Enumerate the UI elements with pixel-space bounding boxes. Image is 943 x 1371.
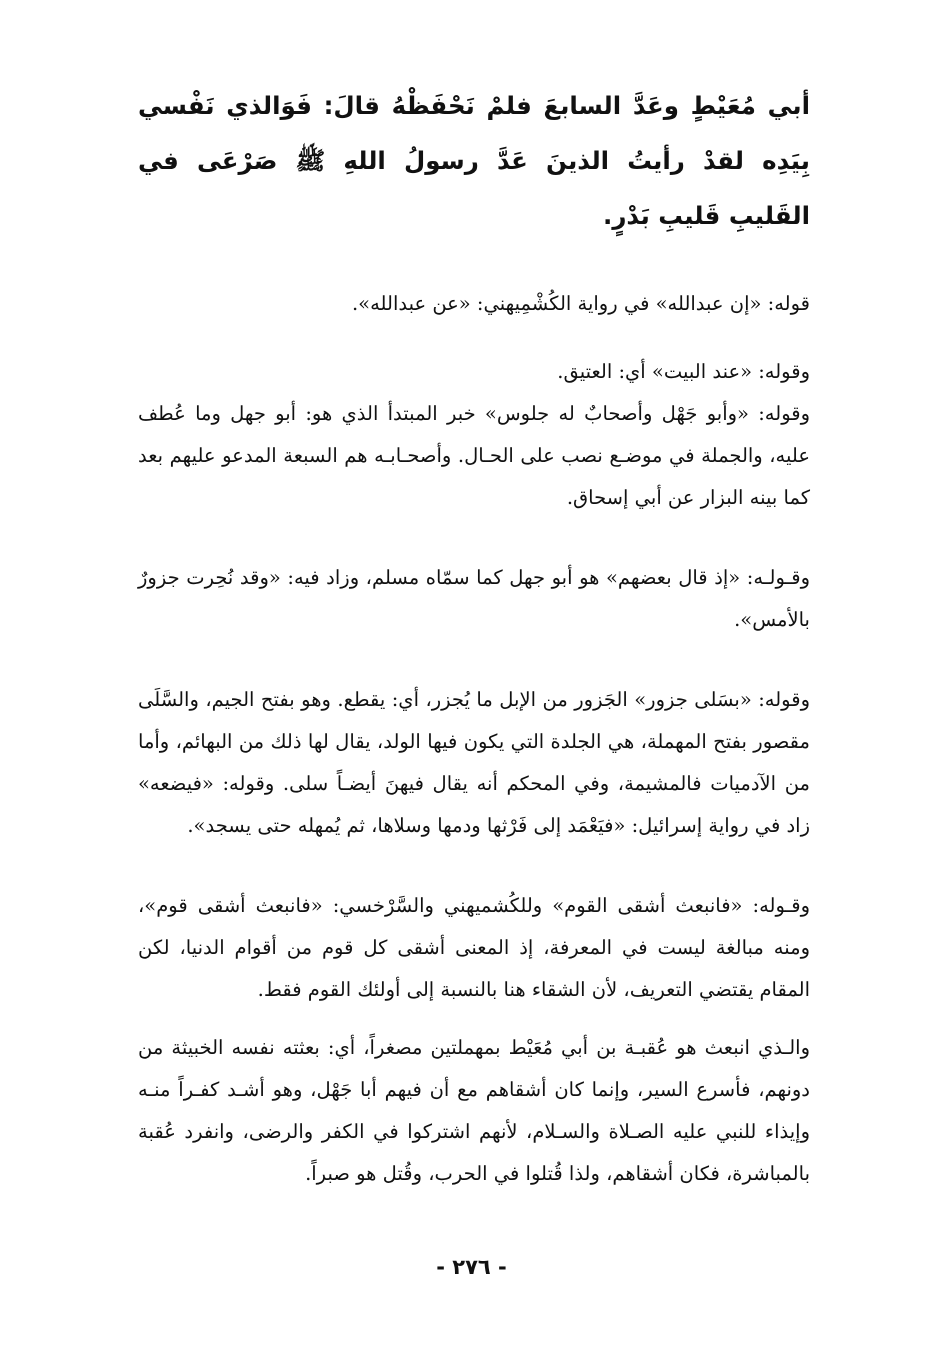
commentary-paragraph: والـذي انبعث هو عُقبـة بن أبي مُعَيْط بمهملتين مصغراً، أي: بعثته نفسه الخبيثة من دونهم، فأسرع السير، وإنما كان أشقاهم مع أن فيهم أبا جَهْل، وهو أشـد كفـراً منـه وإيذاء للنبي عليه الصـلاة والسـلام، لأنهم اشتركوا في الكفر والرضى، وانفرد عُقبة بالمباشرة، فكان أشقاهم، ولذا قُتلوا في الحرب، وقُتل هو صبراً. xyxy=(138,1036,810,1185)
commentary-paragraph: وقوله: «بسَلى جزور» الجَزور من الإبل ما يُجزر، أي: يقطع. وهو بفتح الجيم، والسَّلَى مقصور بفتح المهملة، هي الجلدة التي يكون فيها الولد، يقال لها ذلك من البهائم، وأما من الآدميات فالمشيمة، وفي المحكم أنه يقال فيهنَ أيضـاً سلى. وقوله: «فيضعه» زاد في رواية إسرائيل: «فيَعْمَد إلى فَرْثها ودمها وسلاها، ثم يُمهله حتى يسجد». xyxy=(138,688,810,837)
commentary-paragraph: وقـوله: «فانبعث أشقى القوم» وللكُشميهني والسَّرْخسي: «فانبعث أشقى قوم»، ومنه مبالغة ليست في المعرفة، إذ المعنى أشقى كل قوم من أقوام الدنيا، لكن المقام يقتضي التعريف، لأن الشقاء هنا بالنسبة إلى أولئك القوم فقط. xyxy=(138,894,810,1001)
commentary-paragraph: وقـولـه: «إذ قال بعضهم» هو أبو جهل كما سمّاه مسلم، وزاد فيه: «وقد نُحِرت جزورٌ بالأمس». xyxy=(138,566,810,631)
hadith-text: أبي مُعَيْطٍ وعَدَّ السابعَ فلمْ نَحْفَظْهُ قالَ: فَوَالذي نَفْسي بِيَدِه لقدْ رأيتُ الذينَ عَدَّ رسولُ اللهِ ﷺ صَرْعَى في القَليبِ قَليبِ بَدْرٍ. xyxy=(138,91,810,230)
commentary-paragraph: قوله: «إن عبدالله» في رواية الكُشْمِيهني: «عن عبدالله». xyxy=(351,292,810,315)
page-body xyxy=(138,78,810,1195)
commentary-paragraph: وقوله: «وأبو جَهْل وأصحابٌ له جلوس» خبر المبتدأ الذي هو: أبو جهل وما عُطف عليه، والجملة في موضـع نصب على الحـال. وأصحـابـه هم السبعة المدعو عليهم بعد كما بينه البزار عن أبي إسحاق. xyxy=(138,402,810,509)
page-number: - ٢٧٦ - xyxy=(436,1255,507,1279)
commentary-paragraph: وقوله: «عند البيت» أي: العتيق. xyxy=(557,360,810,383)
